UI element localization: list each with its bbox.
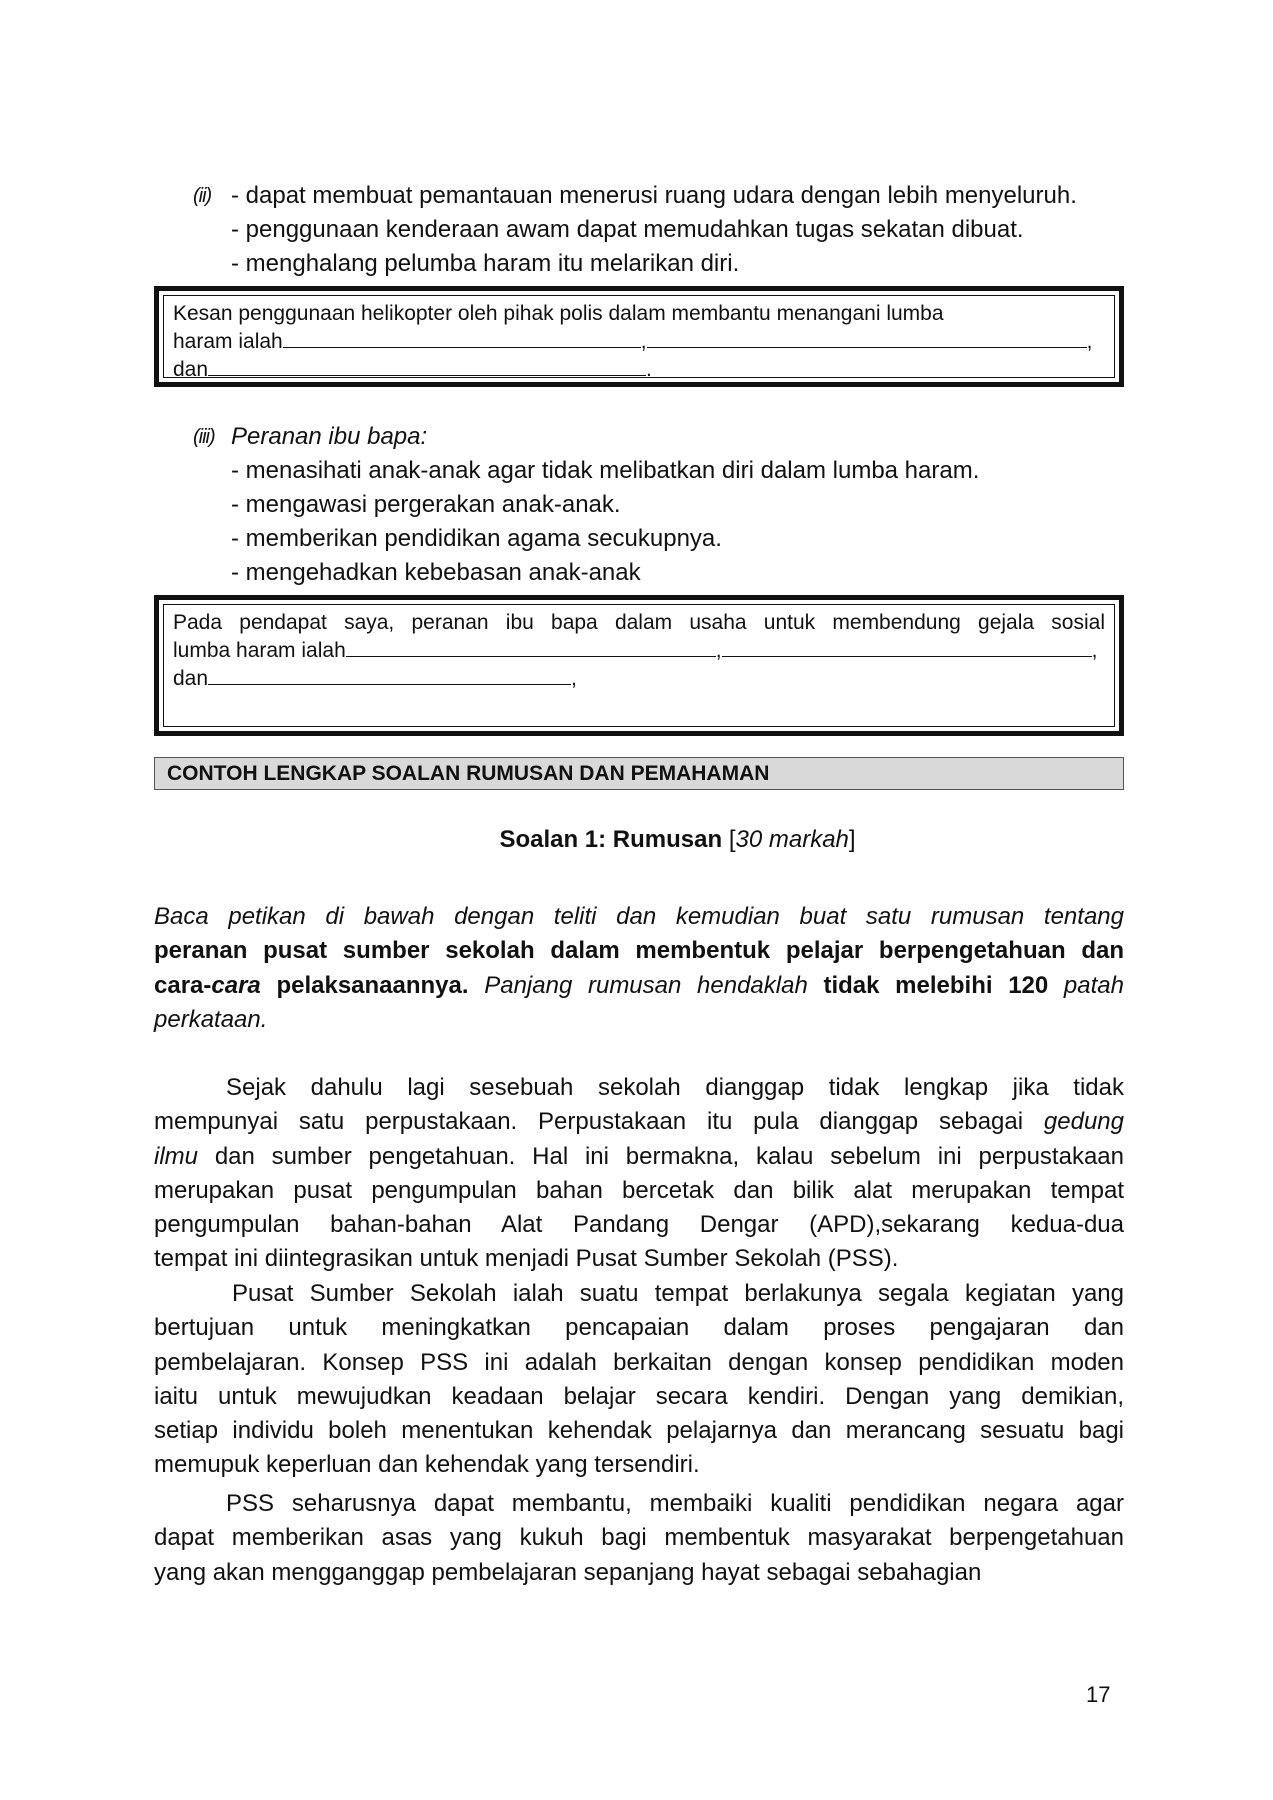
frame-prompt-text: lumba haram ialah: [173, 639, 346, 662]
marks-bracket: [: [728, 826, 736, 853]
instruction-line: [154, 900, 1124, 934]
point-line: - penggunaan kenderaan awam dapat memudahkan tugas sekatan dibuat.: [231, 216, 1024, 243]
page-number: 17: [1086, 1682, 1111, 1707]
passage-line: Pusat Sumber Sekolah ialah suatu tempat berlakunya segala kegiatan yang: [232, 1280, 1124, 1307]
instruction-text: perkataan.: [154, 1005, 268, 1033]
passage-line: setiap individu boleh menentukan kehendak pelajarnya dan merancang sesuatu bagi: [154, 1417, 1124, 1445]
passage-line: memupuk keperluan dan kehendak yang tersendiri.: [154, 1451, 700, 1479]
passage-line: [154, 1105, 1124, 1139]
marks-text: 30 markah: [735, 826, 849, 853]
passage-line: yang akan mengganggap pembelajaran sepanjang hayat sebagai sebahagian: [154, 1558, 982, 1586]
instruction-line: [154, 969, 1124, 1003]
instruction-text: pelaksanaannya.: [260, 971, 469, 999]
answer-frame-iii: [154, 595, 1124, 736]
answer-blank[interactable]: [208, 357, 646, 376]
frame-prompt-text: dan: [173, 358, 209, 381]
instruction-text: tidak melebihi 120: [823, 971, 1049, 999]
frame-prompt-line: Pada pendapat saya, peranan ibu bapa dalam usaha untuk membendung gejala sosial: [173, 611, 1105, 634]
section-heading-bar: CONTOH LENGKAP SOALAN RUMUSAN DAN PEMAHAMAN: [154, 757, 1124, 790]
passage-line: merupakan pusat pengumpulan bahan bercetak dan bilik alat merupakan tempat: [154, 1176, 1124, 1204]
frame-fill-line: [173, 356, 1105, 384]
item-marker-ii: (ii): [193, 185, 212, 207]
passage-line: tempat ini diintegrasikan untuk menjadi Pusat Sumber Sekolah (PSS).: [154, 1245, 899, 1273]
passage-line: pengumpulan bahan-bahan Alat Pandang Dengar (APD),sekarang kedua-dua: [154, 1211, 1124, 1239]
frame-fill-line: [173, 328, 1105, 356]
comma: ,: [1086, 330, 1093, 353]
marks-bracket: ]: [848, 826, 856, 853]
section-heading-iii: Peranan ibu bapa:: [231, 423, 428, 450]
passage-text: dan sumber pengetahuan. Hal ini bermakna, kalau sebelum ini perpustakaan: [198, 1142, 1124, 1170]
passage-text: gedung: [1043, 1108, 1124, 1136]
frame-fill-line: [173, 637, 1105, 665]
instruction-text: cara: [211, 971, 261, 999]
comma: ,: [1091, 639, 1098, 662]
answer-blank[interactable]: [208, 666, 571, 685]
instruction-text: Panjang rumusan hendaklah: [468, 971, 824, 999]
point-line: - dapat membuat pemantauan menerusi ruang udara dengan lebih menyeluruh.: [231, 182, 1077, 209]
passage-line: Sejak dahulu lagi sesebuah sekolah dianggap tidak lengkap jika tidak: [226, 1074, 1124, 1101]
item-marker-iii: (iii): [193, 426, 215, 448]
passage-paragraph-2: [154, 1277, 1124, 1483]
point-line: - memberikan pendidikan agama secukupnya.: [231, 525, 722, 552]
passage-line: PSS seharusnya dapat membantu, membaiki kualiti pendidikan negara agar: [226, 1490, 1124, 1517]
passage-line: dapat memberikan asas yang kukuh bagi membentuk masyarakat berpengetahuan: [154, 1524, 1124, 1552]
frame-fill-line: [173, 665, 1105, 693]
answer-blank[interactable]: [722, 638, 1092, 657]
question-title: [0, 823, 1273, 857]
point-line: - mengawasi pergerakan anak-anak.: [231, 491, 621, 518]
comma: ,: [640, 330, 647, 353]
frame-prompt-text: dan: [173, 667, 209, 690]
frame-prompt-line: Kesan penggunaan helikopter oleh pihak polis dalam membantu menangani lumba: [173, 302, 944, 325]
answer-frame-ii: [154, 286, 1124, 387]
point-line: - mengehadkan kebebasan anak-anak: [231, 559, 641, 586]
passage-line: pembelajaran. Konsep PSS ini adalah berkaitan dengan konsep pendidikan moden: [154, 1348, 1124, 1376]
point-line: - menasihati anak-anak agar tidak melibatkan diri dalam lumba haram.: [231, 457, 980, 484]
passage-paragraph-3: [154, 1487, 1124, 1590]
instruction-text: cara-: [154, 971, 212, 999]
point-line: - menghalang pelumba haram itu melarikan diri.: [231, 250, 740, 277]
frame-prompt-text: haram ialah: [173, 330, 283, 353]
instruction-line: [154, 934, 1124, 968]
passage-text: ilmu: [154, 1142, 199, 1170]
comma: ,: [715, 639, 722, 662]
passage-paragraph-1: [154, 1071, 1124, 1277]
instruction-line: [154, 1003, 1124, 1037]
instruction-text: peranan pusat sumber sekolah dalam membentuk pelajar berpengetahuan dan: [154, 937, 1124, 965]
answer-blank[interactable]: [647, 329, 1087, 348]
passage-line: bertujuan untuk meningkatkan pencapaian dalam proses pengajaran dan: [154, 1314, 1124, 1342]
instruction-paragraph: [154, 900, 1124, 1037]
passage-text: mempunyai satu perpustakaan. Perpustakaan itu pula dianggap sebagai: [154, 1108, 1044, 1136]
instruction-text: Baca petikan di bawah dengan teliti dan kemudian buat satu rumusan tentang: [154, 903, 1124, 930]
passage-line: [154, 1140, 1124, 1174]
passage-line: iaitu untuk mewujudkan keadaan belajar secara kendiri. Dengan yang demikian,: [154, 1382, 1124, 1410]
comma: ,: [571, 667, 577, 690]
answer-blank[interactable]: [346, 638, 716, 657]
answer-blank[interactable]: [283, 329, 641, 348]
period: .: [646, 358, 652, 381]
question-title-text: Soalan 1: Rumusan: [499, 826, 723, 853]
instruction-text: patah: [1048, 971, 1124, 999]
